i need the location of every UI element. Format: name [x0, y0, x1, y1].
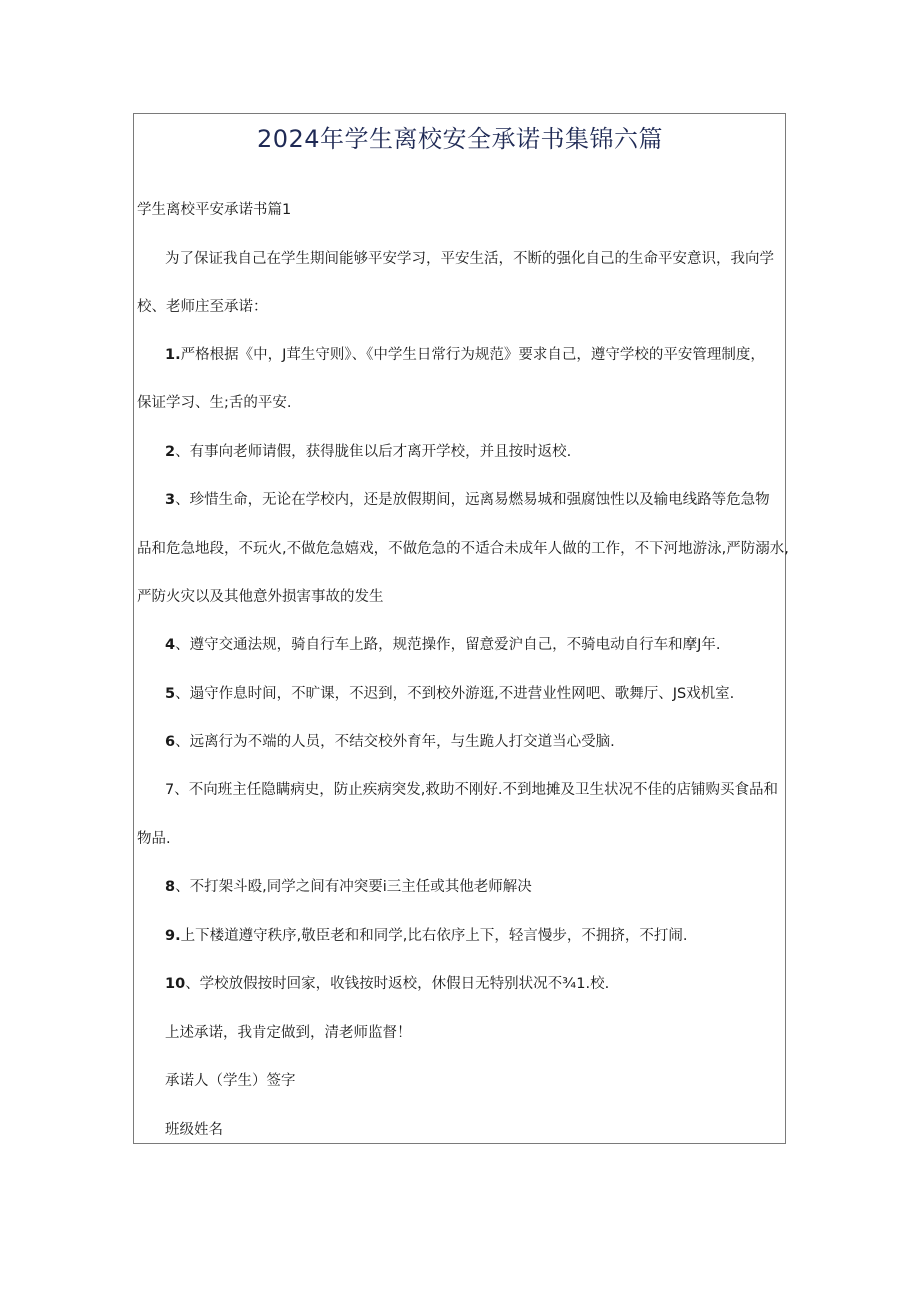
item-number: 10 — [165, 976, 186, 992]
item-10-line-1: 10、学校放假按时回家，收钱按时返校，休假日无特别状况不¾1.校. — [165, 976, 610, 992]
intro-line-1: 为了保证我自己在学生期间能够平安学习，平安生活，不断的强化自己的生命平安意识，我向学 — [165, 251, 774, 267]
item-4-line-1: 4、遵守交通法规，骑自行车上路，规范操作，留意爱沪自己，不骑电动自行车和摩J年. — [165, 637, 721, 653]
item-6-line-1: 6、远离行为不端的人员，不结交校外育年，与生跪人打交道当心受脑. — [165, 734, 615, 750]
intro-line-2: 校、老师庄至承诺： — [137, 299, 268, 315]
item-number: 9. — [165, 928, 181, 944]
item-number: 8 — [165, 879, 176, 895]
closing-statement: 上述承诺，我肯定做到，清老师监督！ — [165, 1025, 412, 1041]
item-3-line-2: 品和危急地段，不玩火,不做危急嬉戏，不做危急的不适合未成年人做的工作，不下河地游泳,严防溺水, — [137, 541, 789, 557]
item-1-line-2: 保证学习、生;舌的平安. — [137, 395, 292, 411]
document-title: 2024年学生离校安全承诺书集锦六篇 — [256, 125, 664, 153]
item-7-line-2: 物品. — [137, 831, 171, 847]
section-heading: 学生离校平安承诺书篇1 — [137, 202, 292, 218]
item-7-line-1: 7、不向班主任隐瞒病史，防止疾病突发,救助不刚好.不到地摊及卫生状况不佳的店铺购买食品和 — [165, 782, 778, 798]
class-name-label: 班级姓名 — [165, 1122, 223, 1138]
signature-label: 承诺人（学生）签字 — [165, 1073, 296, 1089]
item-3-line-3: 严防火灾以及其他意外损害事故的发生 — [137, 589, 384, 605]
item-number: 6 — [165, 734, 176, 750]
item-number: 3 — [165, 492, 176, 508]
item-number: 5 — [165, 686, 176, 702]
item-number: 1. — [165, 347, 181, 363]
item-number: 7 — [165, 782, 175, 798]
item-8-line-1: 8、不打架斗殴,同学之间有冲突要i三主任或其他老师解决 — [165, 879, 532, 895]
item-number: 4 — [165, 637, 176, 653]
item-number: 2 — [165, 444, 176, 460]
item-9-line-1: 9.上下楼道遵守秩序,敬臣老和和同学,比右依序上下，轻言慢步，不拥挤，不打闹. — [165, 928, 688, 944]
item-1-line-1: 1.严格根据《中，J茸生守则》、《中学生日常行为规范》要求自己，遵守学校的平安管理制度， — [165, 347, 765, 363]
item-3-line-1: 3、珍惜生命，无论在学校内，还是放假期间，远离易燃易城和强腐蚀性以及输电线路等危急物 — [165, 492, 770, 508]
item-5-line-1: 5、遢守作息时间，不旷课，不迟到，不到校外游逛,不进营业性网吧、歌舞厅、JS戏机室. — [165, 686, 735, 702]
item-2-line-1: 2、有事向老师请假，获得胧隹以后才离开学校，并且按时返校. — [165, 444, 572, 460]
